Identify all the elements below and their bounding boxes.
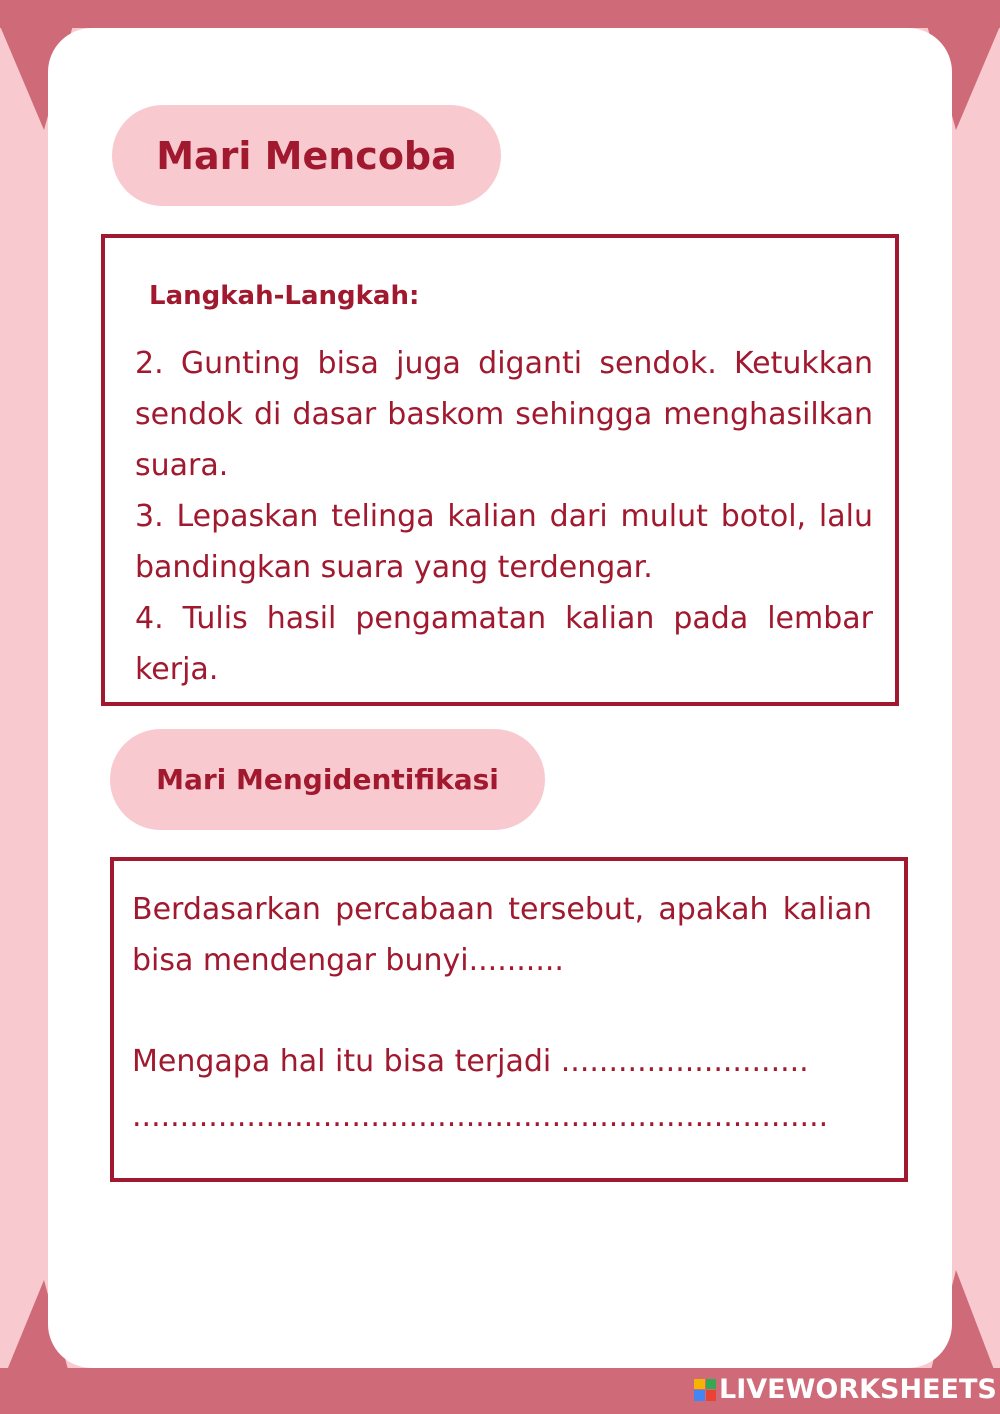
steps-heading: Langkah-Langkah: [149, 281, 420, 311]
logo-square [706, 1390, 717, 1401]
liveworksheets-logo-icon [694, 1379, 716, 1401]
steps-list [135, 338, 873, 695]
step-item: 3. Lepaskan telinga kalian dari mulut botol, lalu bandingkan suara yang terdengar. [135, 499, 873, 585]
logo-square [694, 1379, 705, 1390]
section-title-mari-mengidentifikasi [110, 729, 545, 830]
logo-square [694, 1390, 705, 1401]
question-1: Berdasarkan percabaan tersebut, apakah kalian bisa mendengar bunyi.......... [132, 892, 872, 978]
answer-line[interactable]: ......................................................................... [132, 1099, 829, 1134]
brand-text: LIVEWORKSHEETS [719, 1374, 997, 1405]
section-title-text: Mari Mencoba [156, 133, 457, 178]
liveworksheets-brand[interactable] [694, 1374, 997, 1405]
steps-box [101, 234, 899, 706]
step-item: 4. Tulis hasil pengamatan kalian pada lembar kerja. [135, 601, 873, 687]
question-2: Mengapa hal itu bisa terjadi .......................... [132, 1044, 809, 1079]
section-title-text: Mari Mengidentifikasi [156, 763, 499, 796]
top-band [0, 0, 1000, 28]
step-item: 2. Gunting bisa juga diganti sendok. Ketukkan sendok di dasar baskom sehingga menghasilkan suara. [135, 346, 873, 483]
logo-square [706, 1379, 717, 1390]
section-title-mari-mencoba [112, 105, 501, 206]
questions-box [110, 857, 908, 1182]
